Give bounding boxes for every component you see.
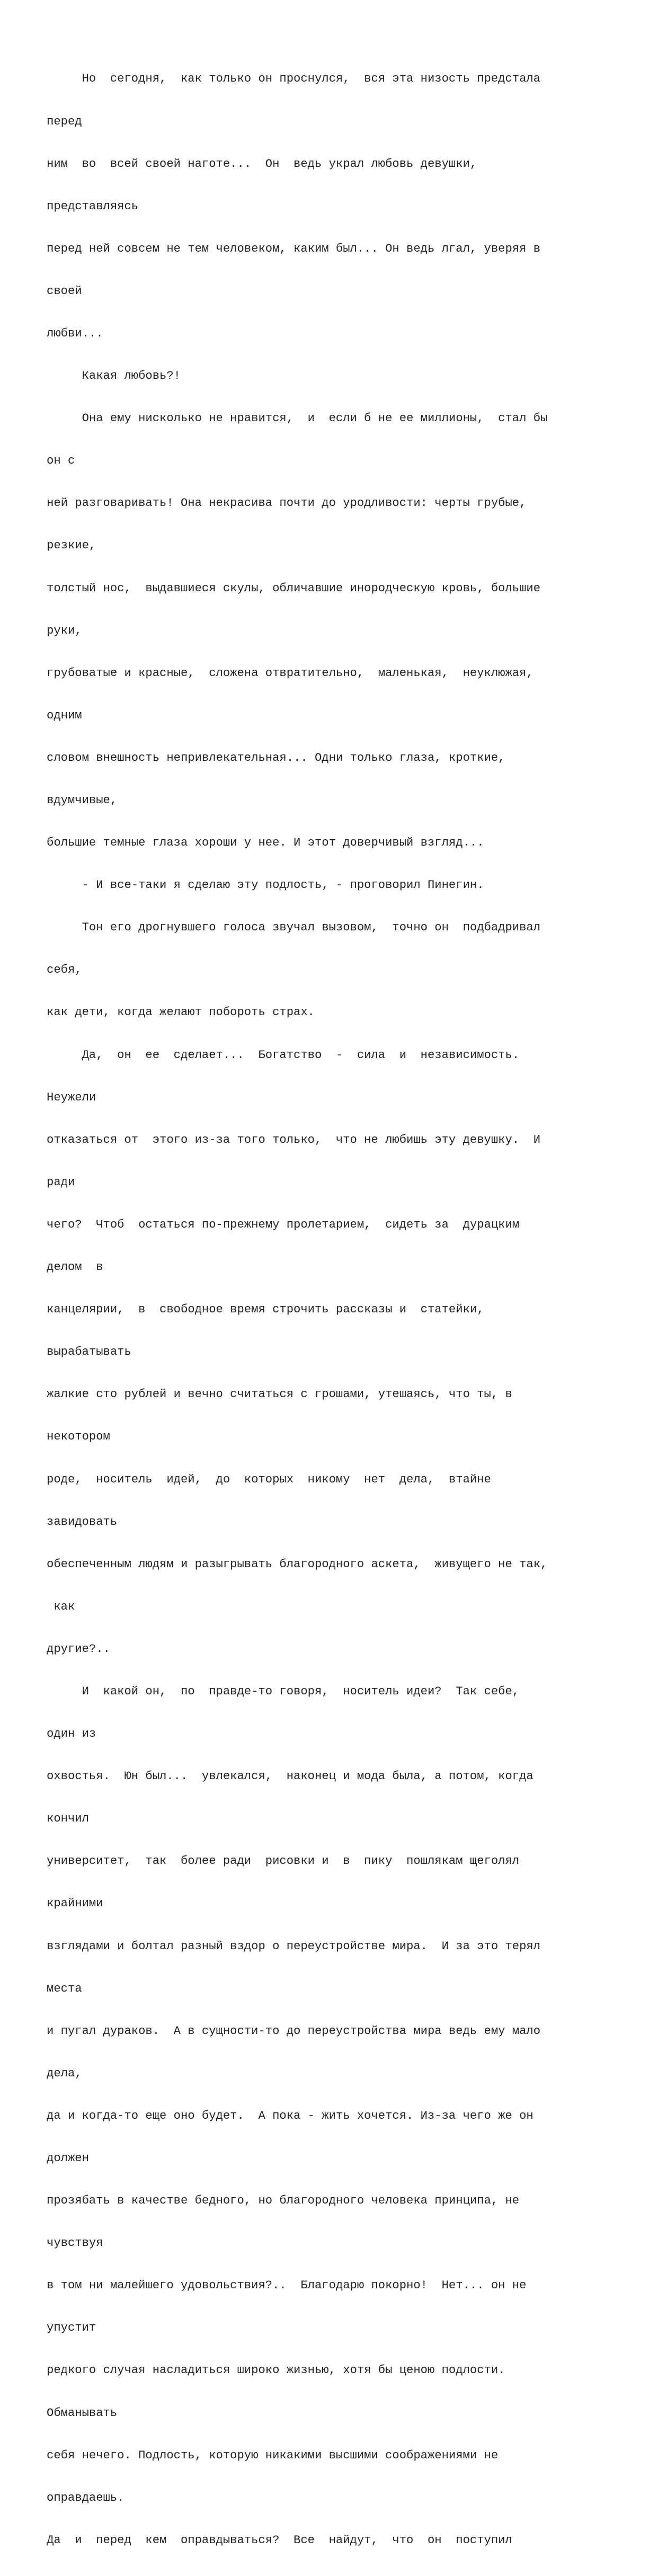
text-line: и пугал дураков. А в сущности-то до переустройства мира ведь ему мало (47, 2024, 541, 2038)
text-line: большие темные глаза хороши у нее. И этот доверчивый взгляд... (47, 836, 484, 850)
text-line: Какая любовь?! (47, 369, 181, 383)
text-line: как (47, 1600, 75, 1613)
text-line: руки, (47, 624, 82, 637)
text-line: другие?.. (47, 1642, 110, 1656)
text-line: Но сегодня, как только он проснулся, вся эта низость предстала (47, 72, 541, 86)
text-line: представляясь (47, 199, 139, 213)
text-line: Тон его дрогнувшего голоса звучал вызовом, точно он подбадривал (47, 921, 541, 935)
text-line: толстый нос, выдавшиеся скулы, обличавшие инородческую кровь, большие (47, 581, 541, 595)
text-line: он с (47, 454, 75, 468)
text-line: грубоватые и красные, сложена отвратительно, маленькая, неуклюжая, (47, 666, 533, 680)
text-line: отказаться от этого из-за того только, что не любишь эту девушку. И (47, 1133, 541, 1147)
text-line: чего? Чтоб остаться по-прежнему пролетарием, сидеть за дурацким (47, 1218, 520, 1231)
text-line: как дети, когда желают побороть страх. (47, 1006, 315, 1019)
text-line: себя нечего. Подлость, которую никакими высшими соображениями не (47, 2448, 499, 2462)
text-line: вырабатывать (47, 1345, 131, 1359)
text-line: прозябать в качестве бедного, но благородного человека принципа, не (47, 2194, 520, 2208)
text-line: - И все-таки я сделаю эту подлость, - проговорил Пинегин. (47, 878, 484, 892)
text-line: университет, так более ради рисовки и в пику пошлякам щеголял (47, 1854, 520, 1868)
text-line: должен (47, 2152, 89, 2165)
text-line: дела, (47, 2066, 82, 2080)
text-line: некотором (47, 1430, 110, 1444)
text-line: одним (47, 708, 82, 722)
text-line: себя, (47, 963, 82, 977)
text-line: любви... (47, 326, 103, 340)
text-line: упустит (47, 2321, 96, 2335)
text-line: один из (47, 1727, 96, 1741)
text-line: Обманывать (47, 2406, 118, 2420)
text-line: делом в (47, 1260, 103, 1274)
text-line: жалкие сто рублей и вечно считаться с грошами, утешаясь, что ты, в (47, 1388, 512, 1401)
text-line: охвостья. Юн был... увлекался, наконец и мода была, а потом, когда (47, 1770, 533, 1783)
text-line: Неужели (47, 1090, 96, 1104)
text-line: перед ней совсем не тем человеком, каким был... Он ведь лгал, уверяя в (47, 242, 541, 255)
text-line: резкие, (47, 539, 96, 553)
text-line: кончил (47, 1812, 89, 1826)
text-line: ней разговаривать! Она некрасива почти до уродливости: черты грубые, (47, 496, 527, 510)
text-line: Она ему нисколько не нравится, и если б не ее миллионы, стал бы (47, 412, 548, 425)
text-line: перед (47, 114, 82, 128)
text-line: Да и перед кем оправдываться? Все найдут, что он поступил (47, 2533, 512, 2547)
text-line: оправдаешь. (47, 2491, 125, 2504)
text-line: Да, он ее сделает... Богатство - сила и независимость. (47, 1048, 520, 1062)
text-line: взглядами и болтал разный вздор о переустройстве мира. И за это терял (47, 1939, 541, 1953)
text-line: да и когда-то еще оно будет. А пока - жить хочется. Из-за чего же он (47, 2109, 533, 2122)
text-line: своей (47, 284, 82, 298)
text-line: чувствуя (47, 2236, 103, 2250)
text-line: в том ни малейшего удовольствия?.. Благодарю покорно! Нет... он не (47, 2279, 527, 2293)
text-line: ним во всей своей наготе... Он ведь украл любовь девушки, (47, 157, 477, 171)
text-line: завидовать (47, 1515, 118, 1529)
text-line: редкого случая насладиться широко жизнью, хотя бы ценою подлости. (47, 2364, 505, 2377)
text-line: крайними (47, 1897, 103, 1911)
text-line: словом внешность непривлекательная... Одни только глаза, кроткие, (47, 751, 505, 765)
text-line: места (47, 1982, 82, 1995)
text-line: канцелярии, в свободное время строчить рассказы и статейки, (47, 1303, 484, 1317)
text-line: обеспеченным людям и разыгрывать благородного аскета, живущего не так, (47, 1557, 548, 1571)
document-body-text (47, 44, 640, 2576)
text-line: ради (47, 1175, 75, 1189)
text-line: вдумчивые, (47, 794, 118, 807)
text-line: роде, носитель идей, до которых никому нет дела, втайне (47, 1472, 491, 1486)
text-line: И какой он, по правде-то говоря, носитель идеи? Так себе, (47, 1684, 520, 1698)
